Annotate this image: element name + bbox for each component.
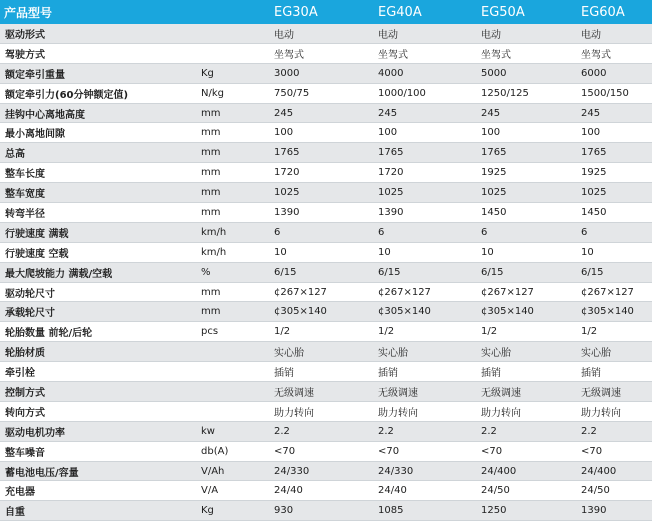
spec-value-cell: 1925 (477, 163, 581, 183)
table-row (0, 481, 652, 501)
spec-unit-cell: mm (197, 302, 270, 322)
table-row (0, 262, 652, 282)
spec-value-cell: ¢305×140 (374, 302, 477, 322)
spec-value-cell: 1765 (477, 143, 581, 163)
spec-value-cell: 6 (374, 222, 477, 242)
spec-value-cell: 助力转向 (374, 401, 477, 421)
spec-name-cell: 转向方式 (0, 401, 197, 421)
table-row (0, 342, 652, 362)
spec-value-cell: 1925 (581, 163, 652, 183)
spec-value-cell: ¢267×127 (374, 282, 477, 302)
spec-unit-cell: N/kg (197, 83, 270, 103)
spec-value-cell: 6/15 (374, 262, 477, 282)
spec-value-cell: 坐驾式 (477, 43, 581, 63)
table-row (0, 222, 652, 242)
spec-value-cell: 实心胎 (374, 342, 477, 362)
spec-value-cell: 1450 (477, 203, 581, 223)
spec-value-cell: <70 (270, 441, 374, 461)
spec-value-cell: 1/2 (477, 322, 581, 342)
spec-name-cell: 轮胎材质 (0, 342, 197, 362)
spec-value-cell: 助力转向 (270, 401, 374, 421)
header-model-eg50a: EG50A (477, 0, 581, 24)
spec-name-cell: 充电器 (0, 481, 197, 501)
table-row (0, 24, 652, 43)
table-row (0, 302, 652, 322)
spec-value-cell: 6 (270, 222, 374, 242)
table-row (0, 441, 652, 461)
spec-table-body (0, 24, 652, 521)
spec-value-cell: 100 (477, 123, 581, 143)
spec-value-cell: 24/40 (270, 481, 374, 501)
spec-name-cell: 承载轮尺寸 (0, 302, 197, 322)
spec-table-header (0, 0, 652, 24)
spec-name-cell: 自重 (0, 501, 197, 521)
spec-value-cell: 2.2 (581, 421, 652, 441)
table-row (0, 501, 652, 521)
spec-unit-cell: pcs (197, 322, 270, 342)
spec-unit-cell (197, 382, 270, 402)
spec-value-cell: 1025 (477, 183, 581, 203)
spec-unit-cell: mm (197, 123, 270, 143)
table-row (0, 163, 652, 183)
table-row (0, 43, 652, 63)
spec-unit-cell (197, 342, 270, 362)
spec-value-cell: 1/2 (374, 322, 477, 342)
header-unit (197, 0, 270, 24)
spec-value-cell: 1250/125 (477, 83, 581, 103)
spec-unit-cell: mm (197, 183, 270, 203)
spec-value-cell: 插销 (270, 362, 374, 382)
spec-value-cell: 100 (581, 123, 652, 143)
spec-value-cell: 6 (581, 222, 652, 242)
spec-value-cell: ¢267×127 (477, 282, 581, 302)
spec-value-cell: 插销 (581, 362, 652, 382)
spec-value-cell: 1720 (374, 163, 477, 183)
spec-value-cell: 5000 (477, 63, 581, 83)
spec-value-cell: ¢267×127 (270, 282, 374, 302)
spec-value-cell: 1000/100 (374, 83, 477, 103)
spec-unit-cell: mm (197, 163, 270, 183)
table-row (0, 282, 652, 302)
spec-value-cell: <70 (374, 441, 477, 461)
spec-value-cell: 3000 (270, 63, 374, 83)
spec-value-cell: 1025 (581, 183, 652, 203)
spec-name-cell: 驱动形式 (0, 24, 197, 43)
spec-value-cell: 1500/150 (581, 83, 652, 103)
header-title: 产品型号 (0, 0, 197, 24)
spec-value-cell: 1085 (374, 501, 477, 521)
table-row (0, 242, 652, 262)
spec-value-cell: 插销 (477, 362, 581, 382)
spec-value-cell: 6/15 (581, 262, 652, 282)
spec-value-cell: 1250 (477, 501, 581, 521)
spec-name-cell: 最小离地间隙 (0, 123, 197, 143)
spec-name-cell: 最大爬坡能力 满载/空载 (0, 262, 197, 282)
spec-value-cell: 24/330 (374, 461, 477, 481)
spec-unit-cell: mm (197, 203, 270, 223)
spec-unit-cell (197, 43, 270, 63)
spec-value-cell: 电动 (581, 24, 652, 43)
spec-value-cell: 无级调速 (374, 382, 477, 402)
spec-value-cell: 10 (581, 242, 652, 262)
header-row (0, 0, 652, 24)
spec-value-cell: ¢305×140 (477, 302, 581, 322)
table-row (0, 362, 652, 382)
spec-value-cell: 实心胎 (477, 342, 581, 362)
table-row (0, 143, 652, 163)
spec-value-cell: 245 (581, 103, 652, 123)
spec-value-cell: 2.2 (270, 421, 374, 441)
spec-value-cell: 750/75 (270, 83, 374, 103)
spec-value-cell: 1390 (270, 203, 374, 223)
spec-unit-cell: km/h (197, 222, 270, 242)
spec-name-cell: 额定牵引力(60分钟额定值) (0, 83, 197, 103)
spec-value-cell: 无级调速 (477, 382, 581, 402)
spec-value-cell: 24/50 (477, 481, 581, 501)
spec-value-cell: <70 (477, 441, 581, 461)
spec-unit-cell: mm (197, 143, 270, 163)
spec-value-cell: 助力转向 (477, 401, 581, 421)
table-row (0, 401, 652, 421)
spec-value-cell: 24/50 (581, 481, 652, 501)
spec-unit-cell: Kg (197, 501, 270, 521)
spec-value-cell: 1/2 (581, 322, 652, 342)
spec-name-cell: 行驶速度 空载 (0, 242, 197, 262)
spec-unit-cell: V/Ah (197, 461, 270, 481)
spec-name-cell: 牵引栓 (0, 362, 197, 382)
spec-name-cell: 蓄电池电压/容量 (0, 461, 197, 481)
spec-value-cell: 24/400 (477, 461, 581, 481)
spec-value-cell: 24/40 (374, 481, 477, 501)
spec-value-cell: 100 (374, 123, 477, 143)
spec-value-cell: 100 (270, 123, 374, 143)
spec-name-cell: 驱动轮尺寸 (0, 282, 197, 302)
spec-value-cell: 6/15 (477, 262, 581, 282)
spec-value-cell: 1025 (374, 183, 477, 203)
spec-value-cell: 1025 (270, 183, 374, 203)
spec-value-cell: 实心胎 (270, 342, 374, 362)
spec-value-cell: ¢305×140 (581, 302, 652, 322)
spec-value-cell: 电动 (270, 24, 374, 43)
spec-value-cell: 电动 (477, 24, 581, 43)
spec-value-cell: 24/400 (581, 461, 652, 481)
spec-unit-cell: % (197, 262, 270, 282)
spec-value-cell: 245 (374, 103, 477, 123)
spec-value-cell: 930 (270, 501, 374, 521)
spec-unit-cell: mm (197, 282, 270, 302)
spec-value-cell: 6 (477, 222, 581, 242)
spec-name-cell: 驱动电机功率 (0, 421, 197, 441)
spec-unit-cell: kw (197, 421, 270, 441)
spec-unit-cell (197, 24, 270, 43)
spec-value-cell: <70 (581, 441, 652, 461)
spec-name-cell: 总高 (0, 143, 197, 163)
spec-unit-cell: km/h (197, 242, 270, 262)
spec-value-cell: 1390 (581, 501, 652, 521)
header-model-eg30a: EG30A (270, 0, 374, 24)
spec-value-cell: 坐驾式 (581, 43, 652, 63)
spec-value-cell: 无级调速 (581, 382, 652, 402)
spec-name-cell: 整车长度 (0, 163, 197, 183)
table-row (0, 421, 652, 441)
spec-value-cell: 2.2 (477, 421, 581, 441)
table-row (0, 322, 652, 342)
spec-name-cell: 控制方式 (0, 382, 197, 402)
spec-value-cell: ¢305×140 (270, 302, 374, 322)
spec-unit-cell: db(A) (197, 441, 270, 461)
spec-name-cell: 挂钩中心离地高度 (0, 103, 197, 123)
header-model-eg40a: EG40A (374, 0, 477, 24)
spec-value-cell: 6000 (581, 63, 652, 83)
table-row (0, 461, 652, 481)
table-row (0, 123, 652, 143)
spec-value-cell: 245 (477, 103, 581, 123)
spec-value-cell: 1720 (270, 163, 374, 183)
spec-name-cell: 转弯半径 (0, 203, 197, 223)
spec-unit-cell: Kg (197, 63, 270, 83)
table-row (0, 83, 652, 103)
spec-value-cell: 电动 (374, 24, 477, 43)
spec-value-cell: 10 (477, 242, 581, 262)
spec-unit-cell (197, 401, 270, 421)
spec-value-cell: 245 (270, 103, 374, 123)
table-row (0, 382, 652, 402)
spec-value-cell: 24/330 (270, 461, 374, 481)
spec-name-cell: 整车宽度 (0, 183, 197, 203)
table-row (0, 103, 652, 123)
spec-value-cell: 1450 (581, 203, 652, 223)
spec-value-cell: ¢267×127 (581, 282, 652, 302)
spec-name-cell: 额定牵引重量 (0, 63, 197, 83)
table-row (0, 203, 652, 223)
spec-name-cell: 整车噪音 (0, 441, 197, 461)
spec-value-cell: 插销 (374, 362, 477, 382)
spec-value-cell: 坐驾式 (374, 43, 477, 63)
table-row (0, 63, 652, 83)
spec-value-cell: 实心胎 (581, 342, 652, 362)
spec-value-cell: 10 (270, 242, 374, 262)
spec-value-cell: 1765 (374, 143, 477, 163)
spec-unit-cell: V/A (197, 481, 270, 501)
spec-value-cell: 6/15 (270, 262, 374, 282)
table-row (0, 183, 652, 203)
spec-name-cell: 行驶速度 满载 (0, 222, 197, 242)
spec-value-cell: 1390 (374, 203, 477, 223)
spec-value-cell: 1765 (270, 143, 374, 163)
spec-value-cell: 10 (374, 242, 477, 262)
spec-value-cell: 4000 (374, 63, 477, 83)
header-model-eg60a: EG60A (581, 0, 652, 24)
spec-value-cell: 1765 (581, 143, 652, 163)
spec-unit-cell: mm (197, 103, 270, 123)
spec-name-cell: 驾驶方式 (0, 43, 197, 63)
spec-value-cell: 2.2 (374, 421, 477, 441)
spec-value-cell: 无级调速 (270, 382, 374, 402)
spec-name-cell: 轮胎数量 前轮/后轮 (0, 322, 197, 342)
spec-value-cell: 坐驾式 (270, 43, 374, 63)
spec-value-cell: 助力转向 (581, 401, 652, 421)
spec-unit-cell (197, 362, 270, 382)
spec-value-cell: 1/2 (270, 322, 374, 342)
